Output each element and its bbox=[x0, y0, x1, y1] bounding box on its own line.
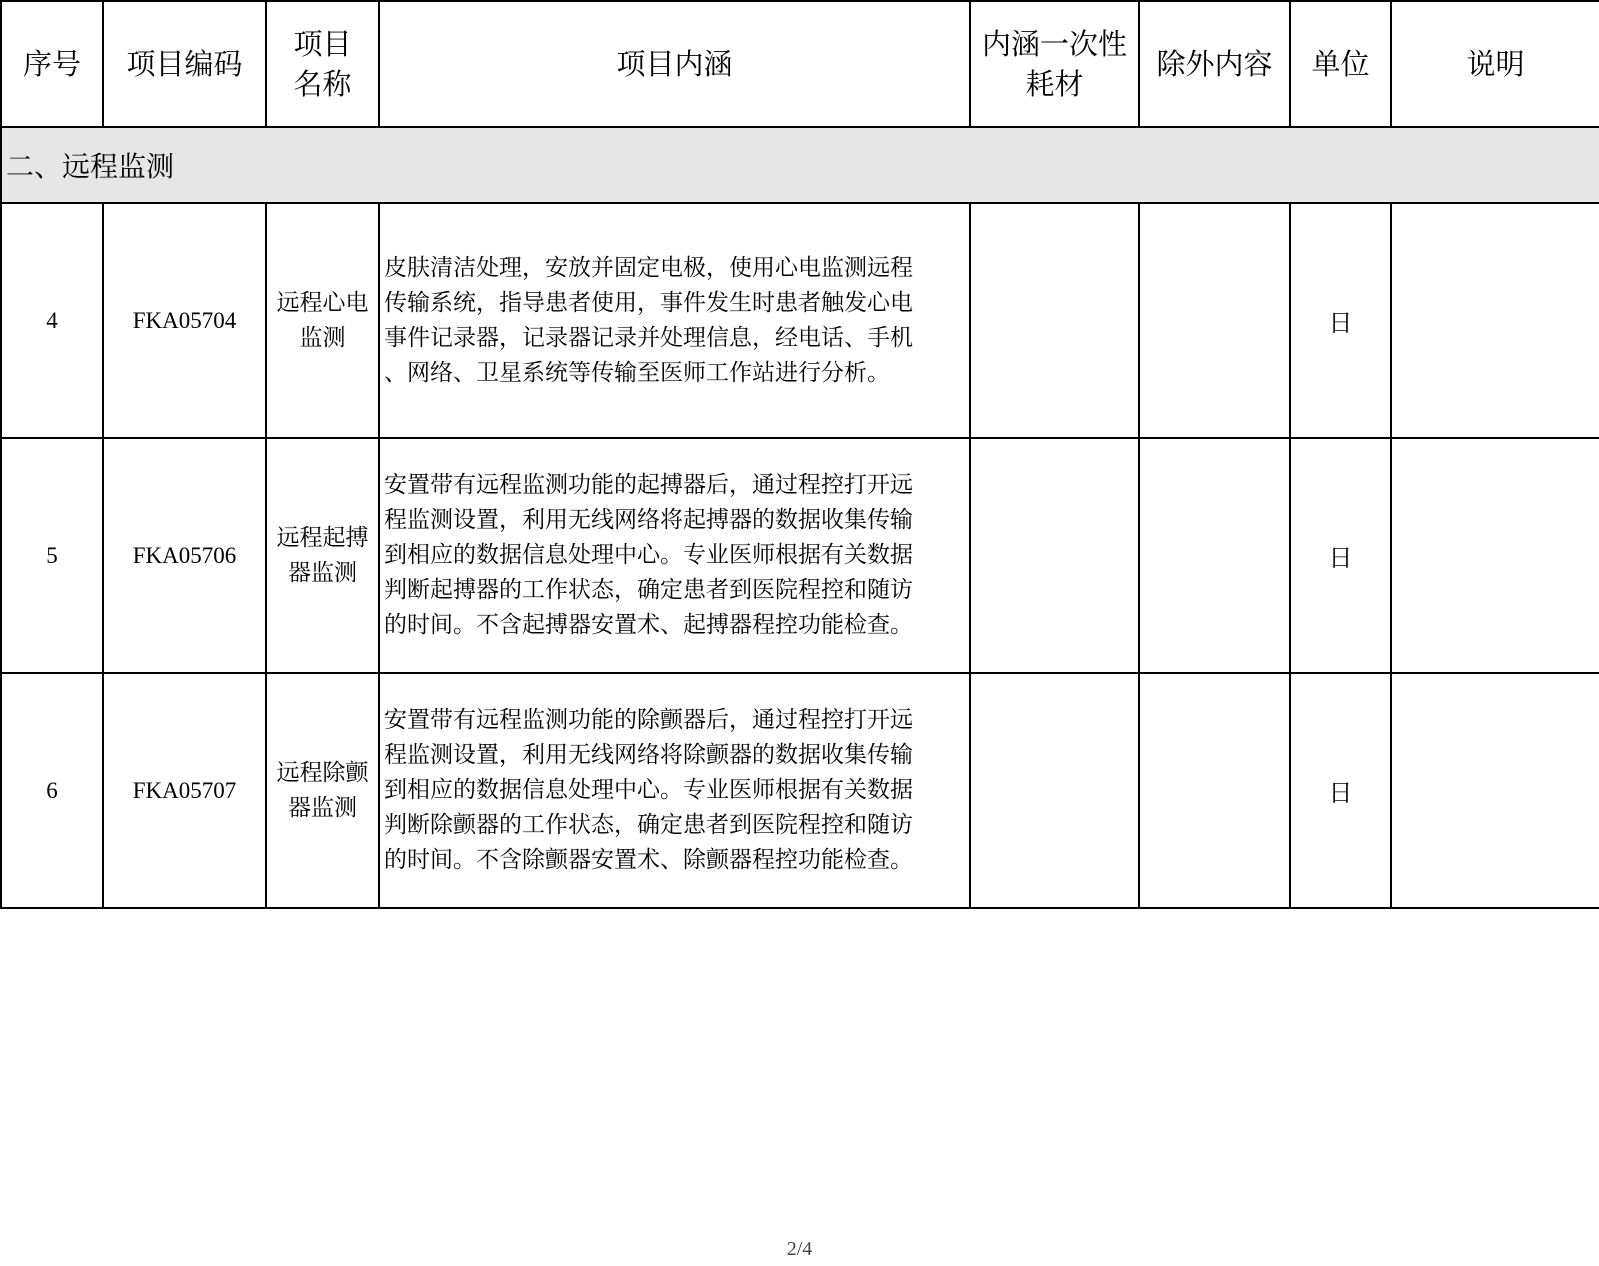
page-number: 2/4 bbox=[786, 1238, 813, 1260]
cell-code: FKA05706 bbox=[103, 438, 266, 673]
header-consumables: 内涵一次性 耗材 bbox=[970, 1, 1139, 127]
cell-consumables bbox=[970, 673, 1139, 908]
cell-content: 安置带有远程监测功能的起搏器后，通过程控打开远 程监测设置，利用无线网络将起搏器的数据收集传输 到相应的数据信息处理中心。专业医师根据有关数据 判断起搏器的工作状态，确定患者到医院程控和随访 的时间。不含起搏器安置术、起搏器程控功能检查。 bbox=[379, 438, 970, 673]
cell-unit: 日 bbox=[1290, 203, 1391, 438]
header-notes: 说明 bbox=[1391, 1, 1599, 127]
cell-notes bbox=[1391, 203, 1599, 438]
header-exclusions: 除外内容 bbox=[1139, 1, 1290, 127]
cell-unit: 日 bbox=[1290, 673, 1391, 908]
cell-seq: 6 bbox=[1, 673, 103, 908]
cell-notes bbox=[1391, 673, 1599, 908]
cell-code: FKA05707 bbox=[103, 673, 266, 908]
header-row bbox=[1, 1, 1599, 127]
section-row bbox=[1, 127, 1599, 203]
cell-exclusions bbox=[1139, 438, 1290, 673]
cell-name: 远程起搏 器监测 bbox=[266, 438, 379, 673]
cell-content: 皮肤清洁处理，安放并固定电极，使用心电监测远程 传输系统，指导患者使用，事件发生时患者触发心电 事件记录器，记录器记录并处理信息，经电话、手机 、网络、卫星系统等传输至医师工作站进行分析。 bbox=[379, 203, 970, 438]
header-code: 项目编码 bbox=[103, 1, 266, 127]
header-unit: 单位 bbox=[1290, 1, 1391, 127]
cell-consumables bbox=[970, 438, 1139, 673]
section-title: 二、远程监测 bbox=[1, 127, 1599, 203]
cell-seq: 5 bbox=[1, 438, 103, 673]
cell-seq: 4 bbox=[1, 203, 103, 438]
cell-code: FKA05704 bbox=[103, 203, 266, 438]
table-row bbox=[1, 438, 1599, 673]
header-seq: 序号 bbox=[1, 1, 103, 127]
table-row bbox=[1, 203, 1599, 438]
cell-name: 远程除颤 器监测 bbox=[266, 673, 379, 908]
cell-exclusions bbox=[1139, 673, 1290, 908]
cell-notes bbox=[1391, 438, 1599, 673]
cell-consumables bbox=[970, 203, 1139, 438]
cell-content: 安置带有远程监测功能的除颤器后，通过程控打开远 程监测设置，利用无线网络将除颤器的数据收集传输 到相应的数据信息处理中心。专业医师根据有关数据 判断除颤器的工作状态，确定患者到医院程控和随访 的时间。不含除颤器安置术、除颤器程控功能检查。 bbox=[379, 673, 970, 908]
cell-exclusions bbox=[1139, 203, 1290, 438]
cell-unit: 日 bbox=[1290, 438, 1391, 673]
header-name: 项目 名称 bbox=[266, 1, 379, 127]
header-content: 项目内涵 bbox=[379, 1, 970, 127]
cell-name: 远程心电 监测 bbox=[266, 203, 379, 438]
table-row bbox=[1, 673, 1599, 908]
